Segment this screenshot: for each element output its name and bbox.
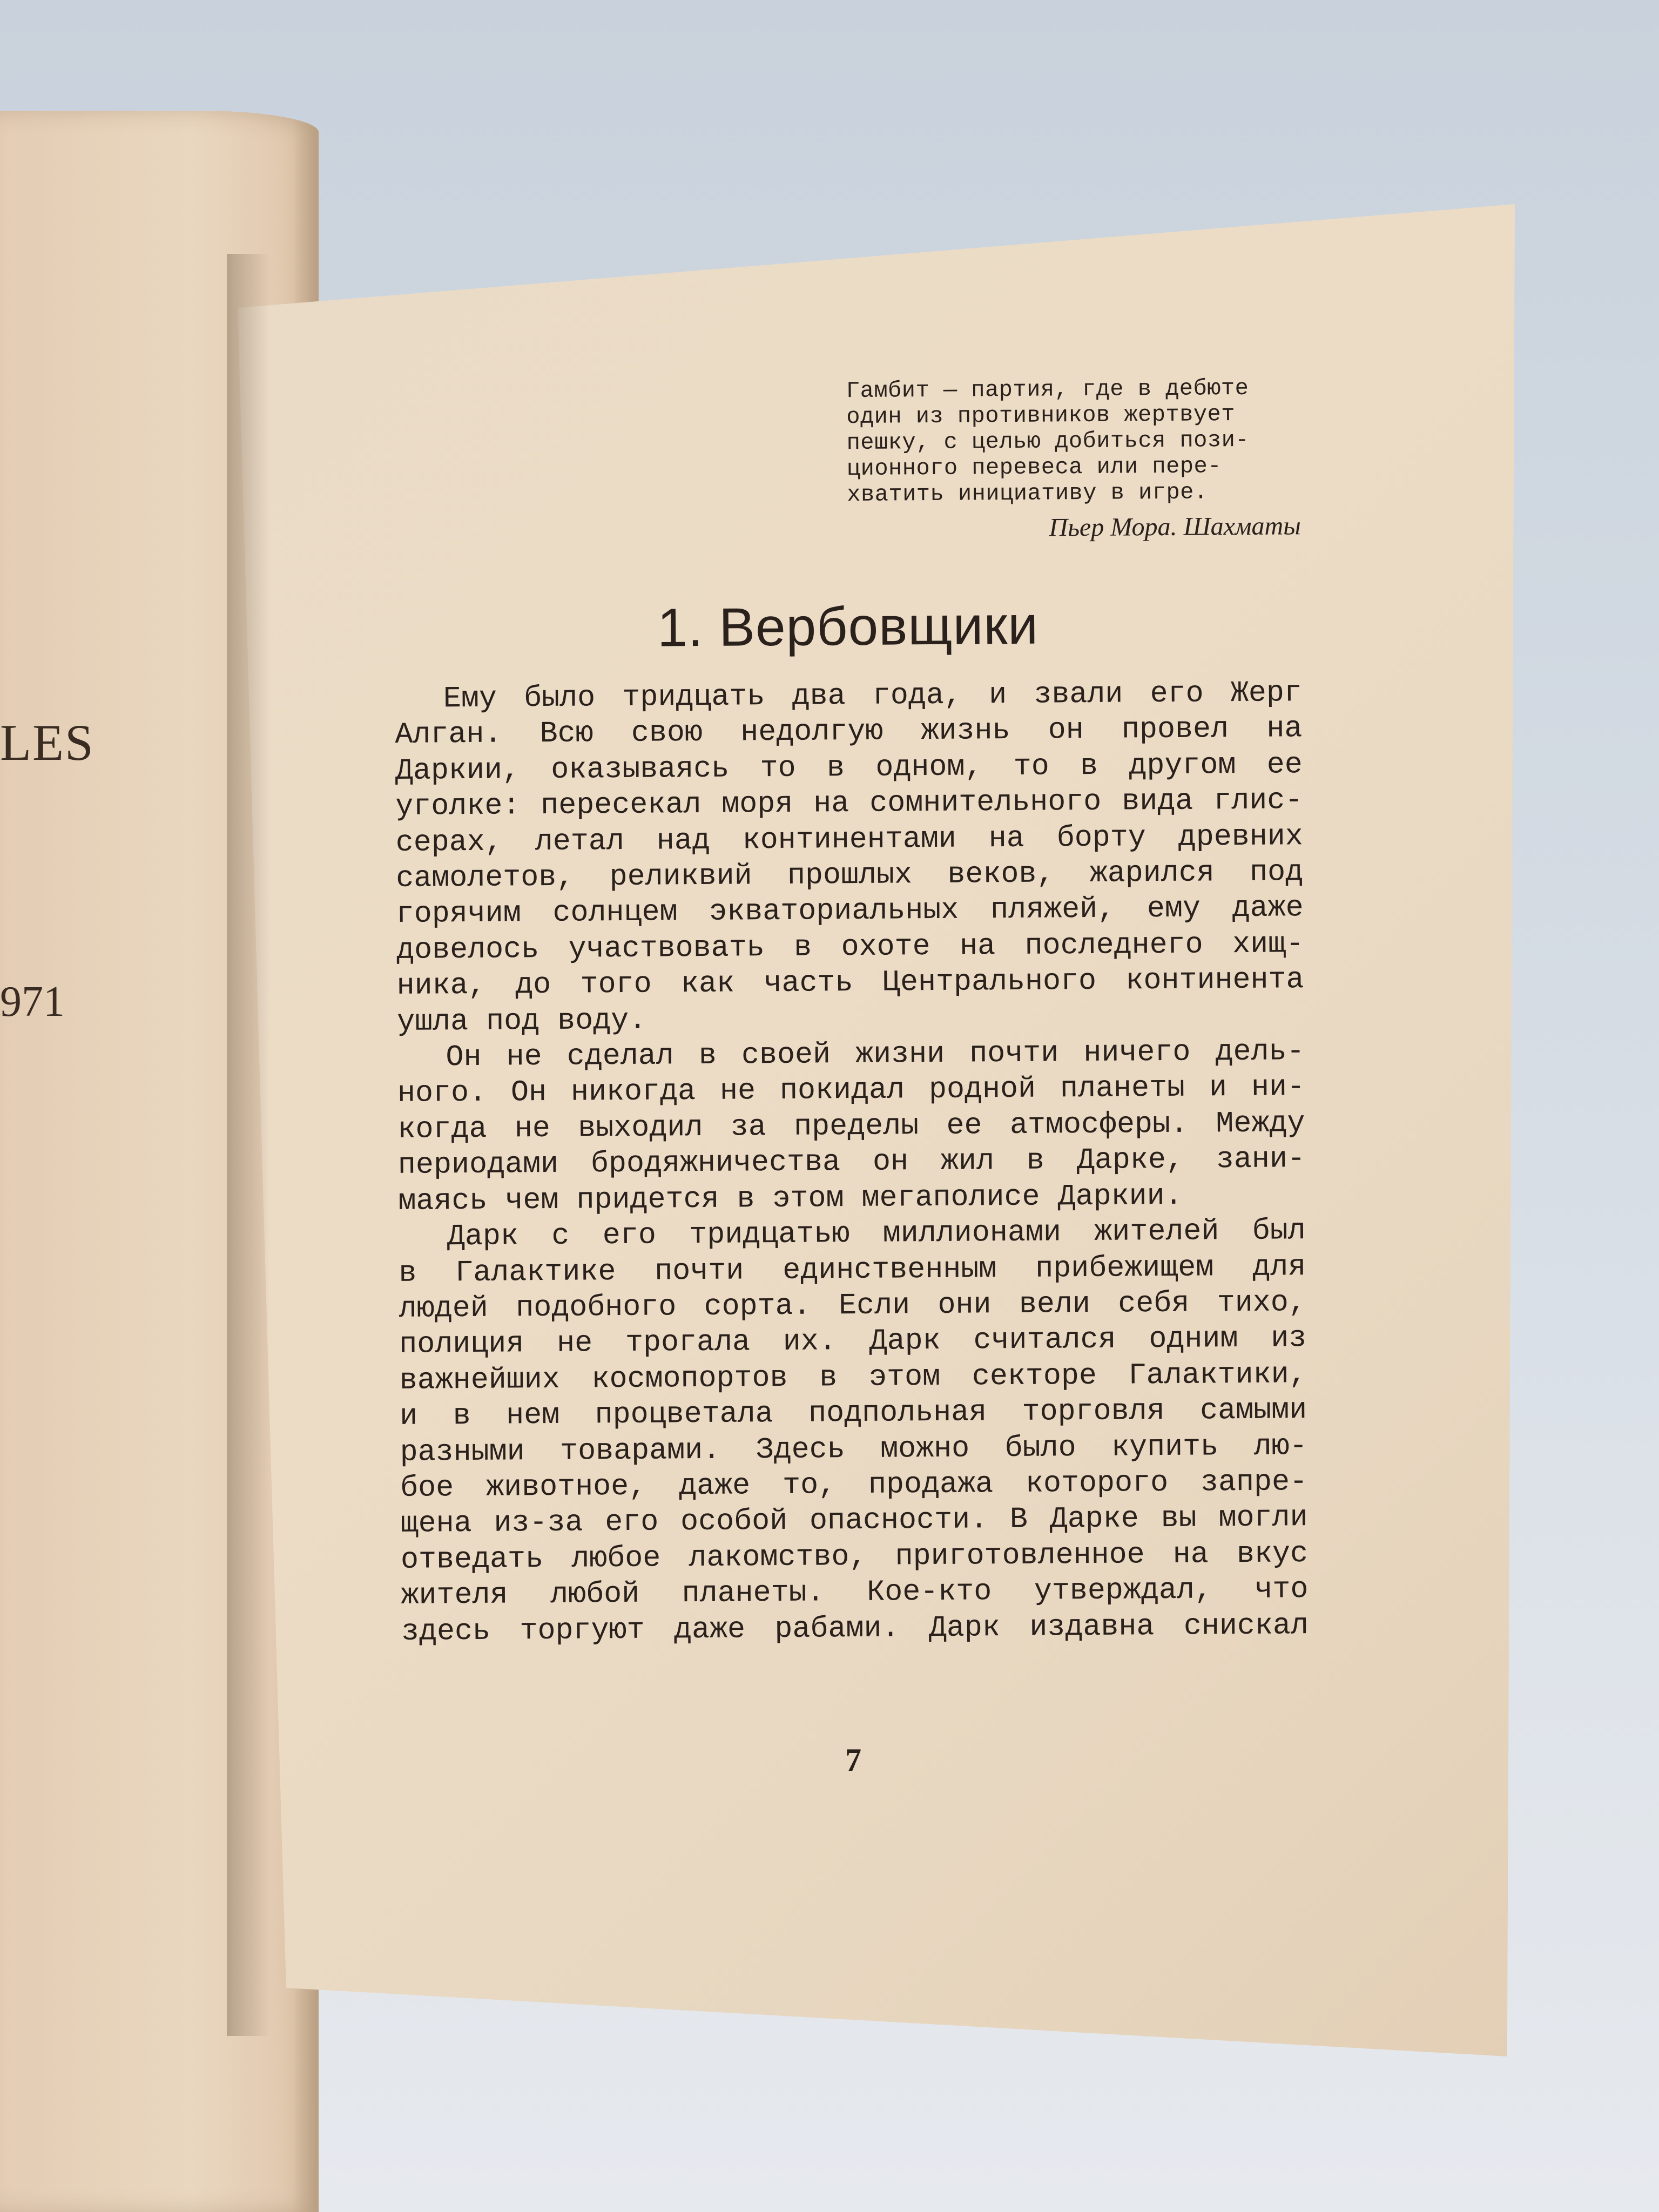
body-line: довелось участвовать в охоте на последнего хищ- — [396, 927, 1304, 967]
body-line: в Галактике почти единственным прибежищем для — [399, 1249, 1306, 1290]
page-number: 7 — [845, 1742, 861, 1778]
left-page-fragment-bottom: 971 — [0, 978, 65, 1026]
body-line: разными товарами. Здесь можно было купить лю- — [400, 1428, 1307, 1469]
chapter-title: 1. Вербовщики — [657, 595, 1039, 658]
body-line: ника, до того как часть Центрального континента — [396, 962, 1304, 1003]
body-line: здесь торгуют даже рабами. Дарк издавна снискал — [401, 1608, 1309, 1649]
epigraph — [846, 375, 1333, 508]
body-line: самолетов, реликвий прошлых веков, жарился под — [396, 855, 1304, 895]
body-line: ного. Он никогда не покидал родной планеты и ни- — [397, 1070, 1305, 1111]
body-line: уголке: пересекал моря на сомнительного вида глис- — [395, 783, 1303, 824]
epigraph-source: Пьер Мора. Шахматы — [1049, 511, 1301, 542]
body-line: полиция не трогала их. Дарк считался одним из — [399, 1321, 1307, 1362]
body-line: Он не сделал в своей жизни почти ничего дель- — [446, 1034, 1305, 1075]
epigraph-line: один из противников жертвует — [846, 401, 1236, 430]
book-gutter — [227, 254, 270, 2036]
body-line: ушла под воду. — [396, 1003, 647, 1039]
body-line: и в нем процветала подпольная торговля самыми — [399, 1393, 1307, 1434]
body-line: Дарк с его тридцатью миллионами жителей был — [447, 1213, 1306, 1254]
epigraph-line: хватить инициативу в игре. — [847, 479, 1208, 508]
epigraph-line: ционного перевеса или пере- — [846, 453, 1222, 482]
body-line: серах, летал над континентами на борту древних — [395, 819, 1303, 860]
body-line: Ему было тридцать два года, и звали его Жерг — [443, 676, 1303, 716]
body-line: жителя любой планеты. Кое-кто утверждал, что — [401, 1572, 1309, 1613]
epigraph-line: Гамбит — партия, где в дебюте — [846, 375, 1249, 404]
body-line: бое животное, даже то, продажа которого запре- — [400, 1465, 1308, 1505]
body-line: горячим солнцем экваториальных пляжей, ему даже — [396, 891, 1304, 932]
body-line: важнейших космопортов в этом секторе Галактики, — [399, 1357, 1307, 1398]
body-line: щена из-за его особой опасности. В Дарке вы могли — [400, 1500, 1308, 1541]
body-line: периодами бродяжничества он жил в Дарке, зани- — [397, 1142, 1306, 1183]
body-line: Алган. Всю свою недолгую жизнь он провел на — [395, 711, 1303, 752]
body-line: отведать любое лакомство, приготовленное на вкус — [400, 1536, 1309, 1577]
body-text — [395, 675, 1309, 1650]
body-line: Даркии, оказываясь то в одном, то в другом ее — [395, 747, 1303, 788]
body-line: маясь чем придется в этом мегаполисе Даркии. — [398, 1178, 1183, 1218]
page-text-block — [393, 375, 1319, 1650]
body-line: людей подобного сорта. Если они вели себя тихо, — [399, 1285, 1306, 1326]
left-page-fragment-top: LES — [0, 714, 95, 771]
epigraph-line: пешку, с целью добиться пози- — [846, 427, 1250, 456]
body-line: когда не выходил за пределы ее атмосферы. Между — [397, 1106, 1305, 1147]
